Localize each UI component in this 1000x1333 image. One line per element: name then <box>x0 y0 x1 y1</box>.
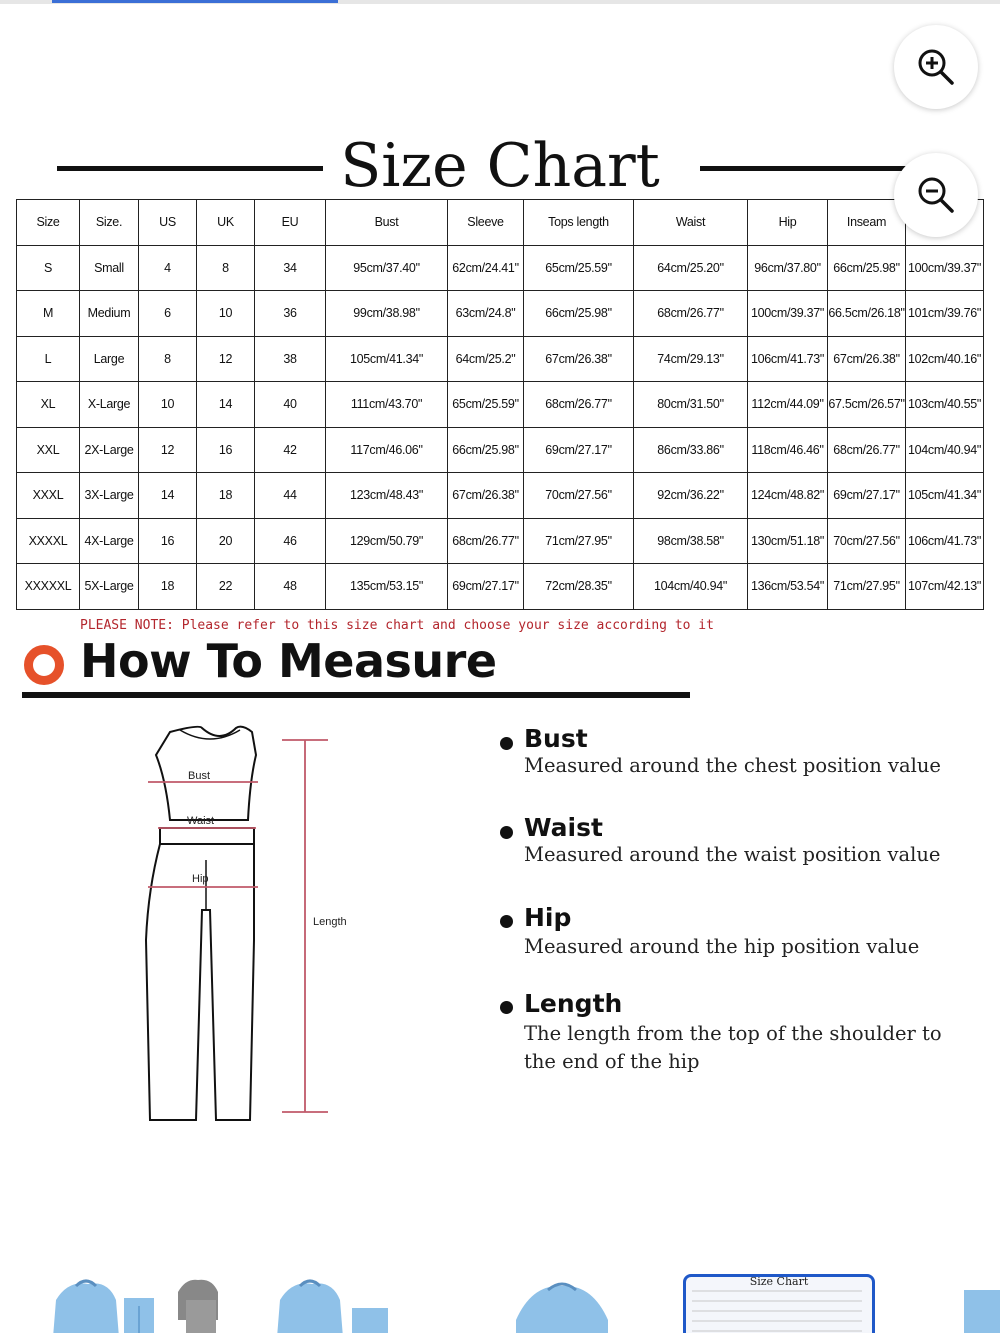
table-cell: 135cm/53.15" <box>326 564 448 610</box>
table-cell: 12 <box>197 336 255 382</box>
table-cell: Medium <box>80 291 139 337</box>
table-cell: 70cm/27.56" <box>828 518 906 564</box>
table-cell: 107cm/42.13" <box>906 564 984 610</box>
table-cell: 68cm/26.77" <box>634 291 748 337</box>
table-cell: 67cm/26.38" <box>448 473 524 519</box>
table-cell: 74cm/29.13" <box>634 336 748 382</box>
table-cell: 106cm/41.73" <box>906 518 984 564</box>
table-cell: 16 <box>197 427 255 473</box>
table-cell: 86cm/33.86" <box>634 427 748 473</box>
table-cell: 6 <box>139 291 197 337</box>
table-cell: 5X-Large <box>80 564 139 610</box>
table-header-cell: UK <box>197 200 255 246</box>
pants-blue-thumb[interactable] <box>958 1270 1000 1333</box>
table-row <box>17 291 984 337</box>
bullet-icon <box>500 737 513 750</box>
table-cell: 68cm/26.77" <box>448 518 524 564</box>
table-cell: 8 <box>197 245 255 291</box>
table-cell: 69cm/27.17" <box>524 427 634 473</box>
mini-table-graphic <box>686 1277 872 1333</box>
table-cell: 66cm/25.98" <box>448 427 524 473</box>
table-cell: 65cm/25.59" <box>524 245 634 291</box>
zoom-in-button[interactable] <box>894 25 978 109</box>
table-cell: 68cm/26.77" <box>828 427 906 473</box>
table-cell: 100cm/39.37" <box>748 291 828 337</box>
how-to-rule <box>22 692 690 698</box>
table-cell: 66cm/25.98" <box>828 245 906 291</box>
bullet-icon <box>500 915 513 928</box>
table-cell: 104cm/40.94" <box>634 564 748 610</box>
table-header-cell: Inseam <box>828 200 906 246</box>
table-cell: 16 <box>139 518 197 564</box>
table-cell: 2X-Large <box>80 427 139 473</box>
body-measure-diagram <box>130 720 370 1130</box>
table-cell: X-Large <box>80 382 139 428</box>
table-cell: 18 <box>139 564 197 610</box>
table-header-cell: US <box>139 200 197 246</box>
tracksuit-grey-thumb[interactable] <box>172 1270 232 1333</box>
top-progress-segment <box>52 0 338 3</box>
table-cell: 69cm/27.17" <box>828 473 906 519</box>
table-cell: 71cm/27.95" <box>828 564 906 610</box>
table-row <box>17 518 984 564</box>
zoom-in-icon <box>916 47 956 87</box>
bust-label: Bust <box>188 770 211 782</box>
table-header-row <box>17 200 984 246</box>
table-cell: 65cm/25.59" <box>448 382 524 428</box>
table-header-cell: Bust <box>326 200 448 246</box>
bullet-icon <box>500 826 513 839</box>
table-cell: 14 <box>139 473 197 519</box>
table-cell: 66cm/25.98" <box>524 291 634 337</box>
table-row <box>17 564 984 610</box>
table-cell: 36 <box>255 291 326 337</box>
table-row <box>17 473 984 519</box>
table-cell: 71cm/27.95" <box>524 518 634 564</box>
table-cell: 99cm/38.98" <box>326 291 448 337</box>
table-header-cell: Waist <box>634 200 748 246</box>
table-row <box>17 336 984 382</box>
table-cell: 67cm/26.38" <box>524 336 634 382</box>
hip-label: Hip <box>192 873 209 885</box>
table-cell: 8 <box>139 336 197 382</box>
measure-heading: Bust <box>524 724 588 753</box>
zoom-out-icon <box>916 175 956 215</box>
table-header-cell: Tops length <box>524 200 634 246</box>
table-cell: 10 <box>197 291 255 337</box>
table-cell: 72cm/28.35" <box>524 564 634 610</box>
size-chart-table <box>16 199 984 610</box>
table-cell: 20 <box>197 518 255 564</box>
measure-desc: Measured around the waist position value <box>524 843 941 866</box>
table-cell: 14 <box>197 382 255 428</box>
table-cell: 46 <box>255 518 326 564</box>
table-cell: 129cm/50.79" <box>326 518 448 564</box>
table-body <box>17 245 984 609</box>
table-cell: 98cm/38.58" <box>634 518 748 564</box>
table-row <box>17 427 984 473</box>
table-cell: 34 <box>255 245 326 291</box>
table-cell: 80cm/31.50" <box>634 382 748 428</box>
table-cell: 111cm/43.70" <box>326 382 448 428</box>
table-cell: 130cm/51.18" <box>748 518 828 564</box>
table-cell: 18 <box>197 473 255 519</box>
table-cell: XL <box>17 382 80 428</box>
table-cell: 105cm/41.34" <box>326 336 448 382</box>
table-cell: 117cm/46.06" <box>326 427 448 473</box>
table-cell: 38 <box>255 336 326 382</box>
table-cell: 104cm/40.94" <box>906 427 984 473</box>
size-chart-thumb[interactable] <box>683 1274 875 1333</box>
table-cell: 124cm/48.82" <box>748 473 828 519</box>
table-header-cell: Size. <box>80 200 139 246</box>
table-cell: 3X-Large <box>80 473 139 519</box>
how-to-measure-title: How To Measure <box>80 634 497 688</box>
table-cell: XXXXXL <box>17 564 80 610</box>
measure-desc: Measured around the hip position value <box>524 935 920 958</box>
measure-heading: Waist <box>524 813 603 842</box>
table-cell: 4X-Large <box>80 518 139 564</box>
table-cell: 4 <box>139 245 197 291</box>
table-cell: 96cm/37.80" <box>748 245 828 291</box>
table-cell: 103cm/40.55" <box>906 382 984 428</box>
table-cell: 100cm/39.37" <box>906 245 984 291</box>
top-progress-strip <box>0 0 1000 4</box>
waist-label: Waist <box>187 815 215 827</box>
measure-desc: Measured around the chest position value <box>524 754 941 777</box>
table-cell: 10 <box>139 382 197 428</box>
table-cell: 64cm/25.2" <box>448 336 524 382</box>
table-cell: 67.5cm/26.57" <box>828 382 906 428</box>
table-cell: 66.5cm/26.18" <box>828 291 906 337</box>
thumb-title: Size Chart <box>749 1275 809 1288</box>
table-header-cell: Size <box>17 200 80 246</box>
measure-heading: Length <box>524 989 623 1018</box>
table-header-cell: Sleeve <box>448 200 524 246</box>
size-note: PLEASE NOTE: Please refer to this size chart and choose your size according to it <box>80 618 714 633</box>
table-cell: 42 <box>255 427 326 473</box>
table-cell: 92cm/36.22" <box>634 473 748 519</box>
bullet-icon <box>500 1001 513 1014</box>
table-cell: XXXL <box>17 473 80 519</box>
length-label: Length <box>313 916 347 928</box>
measure-desc: the end of the hip <box>524 1050 700 1073</box>
table-cell: 12 <box>139 427 197 473</box>
table-cell: XXXXL <box>17 518 80 564</box>
table-cell: 123cm/48.43" <box>326 473 448 519</box>
table-cell: 40 <box>255 382 326 428</box>
table-cell: XXL <box>17 427 80 473</box>
table-row <box>17 382 984 428</box>
hoodie-closeup-thumb[interactable] <box>512 1270 612 1333</box>
table-cell: 105cm/41.34" <box>906 473 984 519</box>
table-cell: L <box>17 336 80 382</box>
table-cell: 69cm/27.17" <box>448 564 524 610</box>
hoodie-set-blue-thumb[interactable] <box>48 1270 178 1333</box>
table-cell: 95cm/37.40" <box>326 245 448 291</box>
table-header-cell: EU <box>255 200 326 246</box>
table-cell: 106cm/41.73" <box>748 336 828 382</box>
table-cell: 70cm/27.56" <box>524 473 634 519</box>
zoom-out-button[interactable] <box>894 153 978 237</box>
table-cell: Small <box>80 245 139 291</box>
thumbnail-strip <box>0 1262 1000 1333</box>
table-cell: Large <box>80 336 139 382</box>
size-chart-title: Size Chart <box>340 131 660 201</box>
hoodie-set-blue-2-thumb[interactable] <box>272 1270 402 1333</box>
table-header-cell: Hip <box>748 200 828 246</box>
circle-bullet-icon <box>24 645 64 685</box>
table-cell: 44 <box>255 473 326 519</box>
table-cell: 67cm/26.38" <box>828 336 906 382</box>
table-cell: 62cm/24.41" <box>448 245 524 291</box>
measure-heading: Hip <box>524 903 572 932</box>
table-cell: 68cm/26.77" <box>524 382 634 428</box>
table-cell: 118cm/46.46" <box>748 427 828 473</box>
table-cell: M <box>17 291 80 337</box>
table-cell: 136cm/53.54" <box>748 564 828 610</box>
table-cell: 102cm/40.16" <box>906 336 984 382</box>
measure-desc: The length from the top of the shoulder to <box>524 1022 942 1045</box>
table-cell: 48 <box>255 564 326 610</box>
table-cell: 101cm/39.76" <box>906 291 984 337</box>
table-cell: 63cm/24.8" <box>448 291 524 337</box>
table-cell: 64cm/25.20" <box>634 245 748 291</box>
table-cell: 22 <box>197 564 255 610</box>
table-row <box>17 245 984 291</box>
table-cell: 112cm/44.09" <box>748 382 828 428</box>
table-cell: S <box>17 245 80 291</box>
